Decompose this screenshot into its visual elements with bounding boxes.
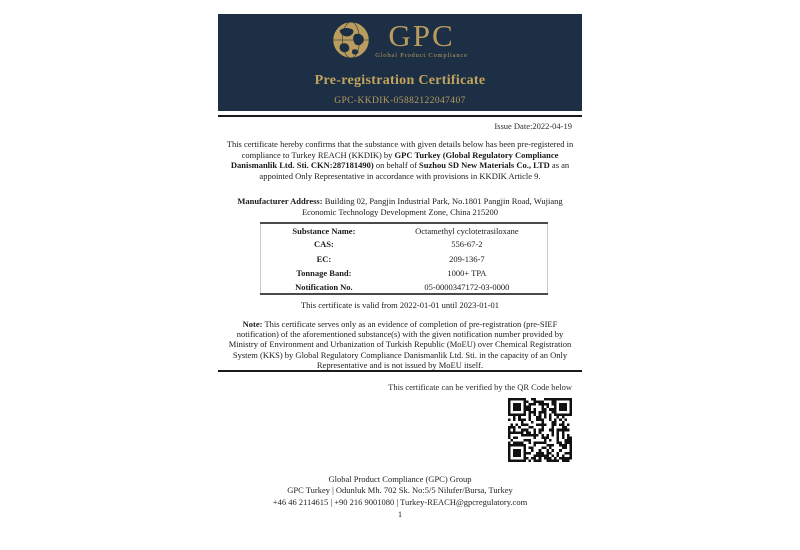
validity-statement: This certificate is valid from 2022-01-01 until 2023-01-01: [300, 300, 500, 310]
certificate-header: [218, 14, 582, 111]
note-text: This certificate serves only as an evidence of completion of pre-registration (pre-SIEF notification) of the aforementioned substance(s) with the given notification number provided by Ministry of Environment and Urbanization of Turkish Republic (MoEU) over Chemical Registration System (KKS) by Global Regulatory Compliance Danismanlik Ltd. Sti. in the capacity of an Only Representative and is not issued by MoEU itself.: [228, 319, 572, 370]
intro-seg4-bold: Suzhou SD New Materials Co., LTD: [419, 160, 550, 171]
footer-contact: +46 46 2114615 | +90 216 9001080 | Turkey-REACH@gpcregulatory.com: [272, 496, 528, 507]
substance-name-label: Substance Name:: [292, 225, 356, 236]
qr-code: [508, 398, 572, 462]
ec-value: 209-136-7: [449, 253, 485, 264]
certificate-number: GPC-KKDIK-05882122047407: [334, 96, 466, 106]
footer-divider-line: [218, 370, 582, 372]
footer: [170, 474, 630, 520]
logo-tagline: Global Product Compliance: [375, 52, 468, 59]
table-row: [261, 252, 548, 266]
intro-seg2-bold: GPC Turkey (Global Regulatory Compliance Danismanlik Ltd. Sti. CKN:287181490): [230, 149, 559, 171]
intro-seg5: as an appointed Only Representative in accordance with provisions in KKDIK Article 9.: [259, 160, 570, 181]
substance-name-value: Octamethyl cyclotetrasiloxane: [415, 225, 519, 236]
certificate-title: Pre-registration Certificate: [314, 73, 486, 88]
notification-no-label: Notification No.: [295, 281, 353, 292]
ec-label: EC:: [316, 253, 332, 264]
table-row: [261, 280, 548, 294]
table-row: [261, 223, 548, 237]
intro-paragraph: [222, 139, 578, 181]
page-number: 1: [397, 508, 403, 519]
globe-icon: [332, 21, 370, 59]
cas-value: 556-67-2: [451, 239, 483, 250]
cas-label: CAS:: [313, 239, 334, 250]
tonnage-band-value: 1000+ TPA: [447, 268, 487, 279]
footer-address: GPC Turkey | Odunluk Mh. 702 Sk. No:5/5 Nilufer/Bursa, Turkey: [287, 485, 513, 496]
manufacturer-address-value: Building 02, Pangjin Industrial Park, No.1801 Pangjin Road, Wujiang Economic Technology Development Zone, China 215200: [301, 196, 563, 217]
manufacturer-address-label: Manufacturer Address:: [237, 196, 323, 206]
notification-no-value: 05-0000347172-03-0000: [424, 281, 510, 292]
manufacturer-address: [222, 196, 578, 217]
table-row: [261, 237, 548, 251]
intro-seg1: This certificate hereby confirms that the substance with given details below has been pre-registered in compliance to Turkey REACH (KKDIK) by: [226, 139, 574, 160]
header-divider-line: [218, 115, 582, 117]
footer-group-name: Global Product Compliance (GPC) Group: [328, 474, 472, 484]
table-row: [261, 266, 548, 280]
issue-date: Issue Date:2022-04-19: [494, 121, 572, 131]
note-label: Note:: [242, 319, 263, 329]
intro-seg3: on behalf of: [373, 160, 420, 171]
note-paragraph: [226, 319, 574, 370]
substance-table: [260, 222, 548, 295]
gpc-logo: [332, 19, 468, 61]
qr-caption: This certificate can be verified by the QR Code below: [388, 382, 572, 392]
logo-wordmark: GPC: [388, 18, 455, 53]
tonnage-band-label: Tonnage Band:: [296, 268, 352, 279]
